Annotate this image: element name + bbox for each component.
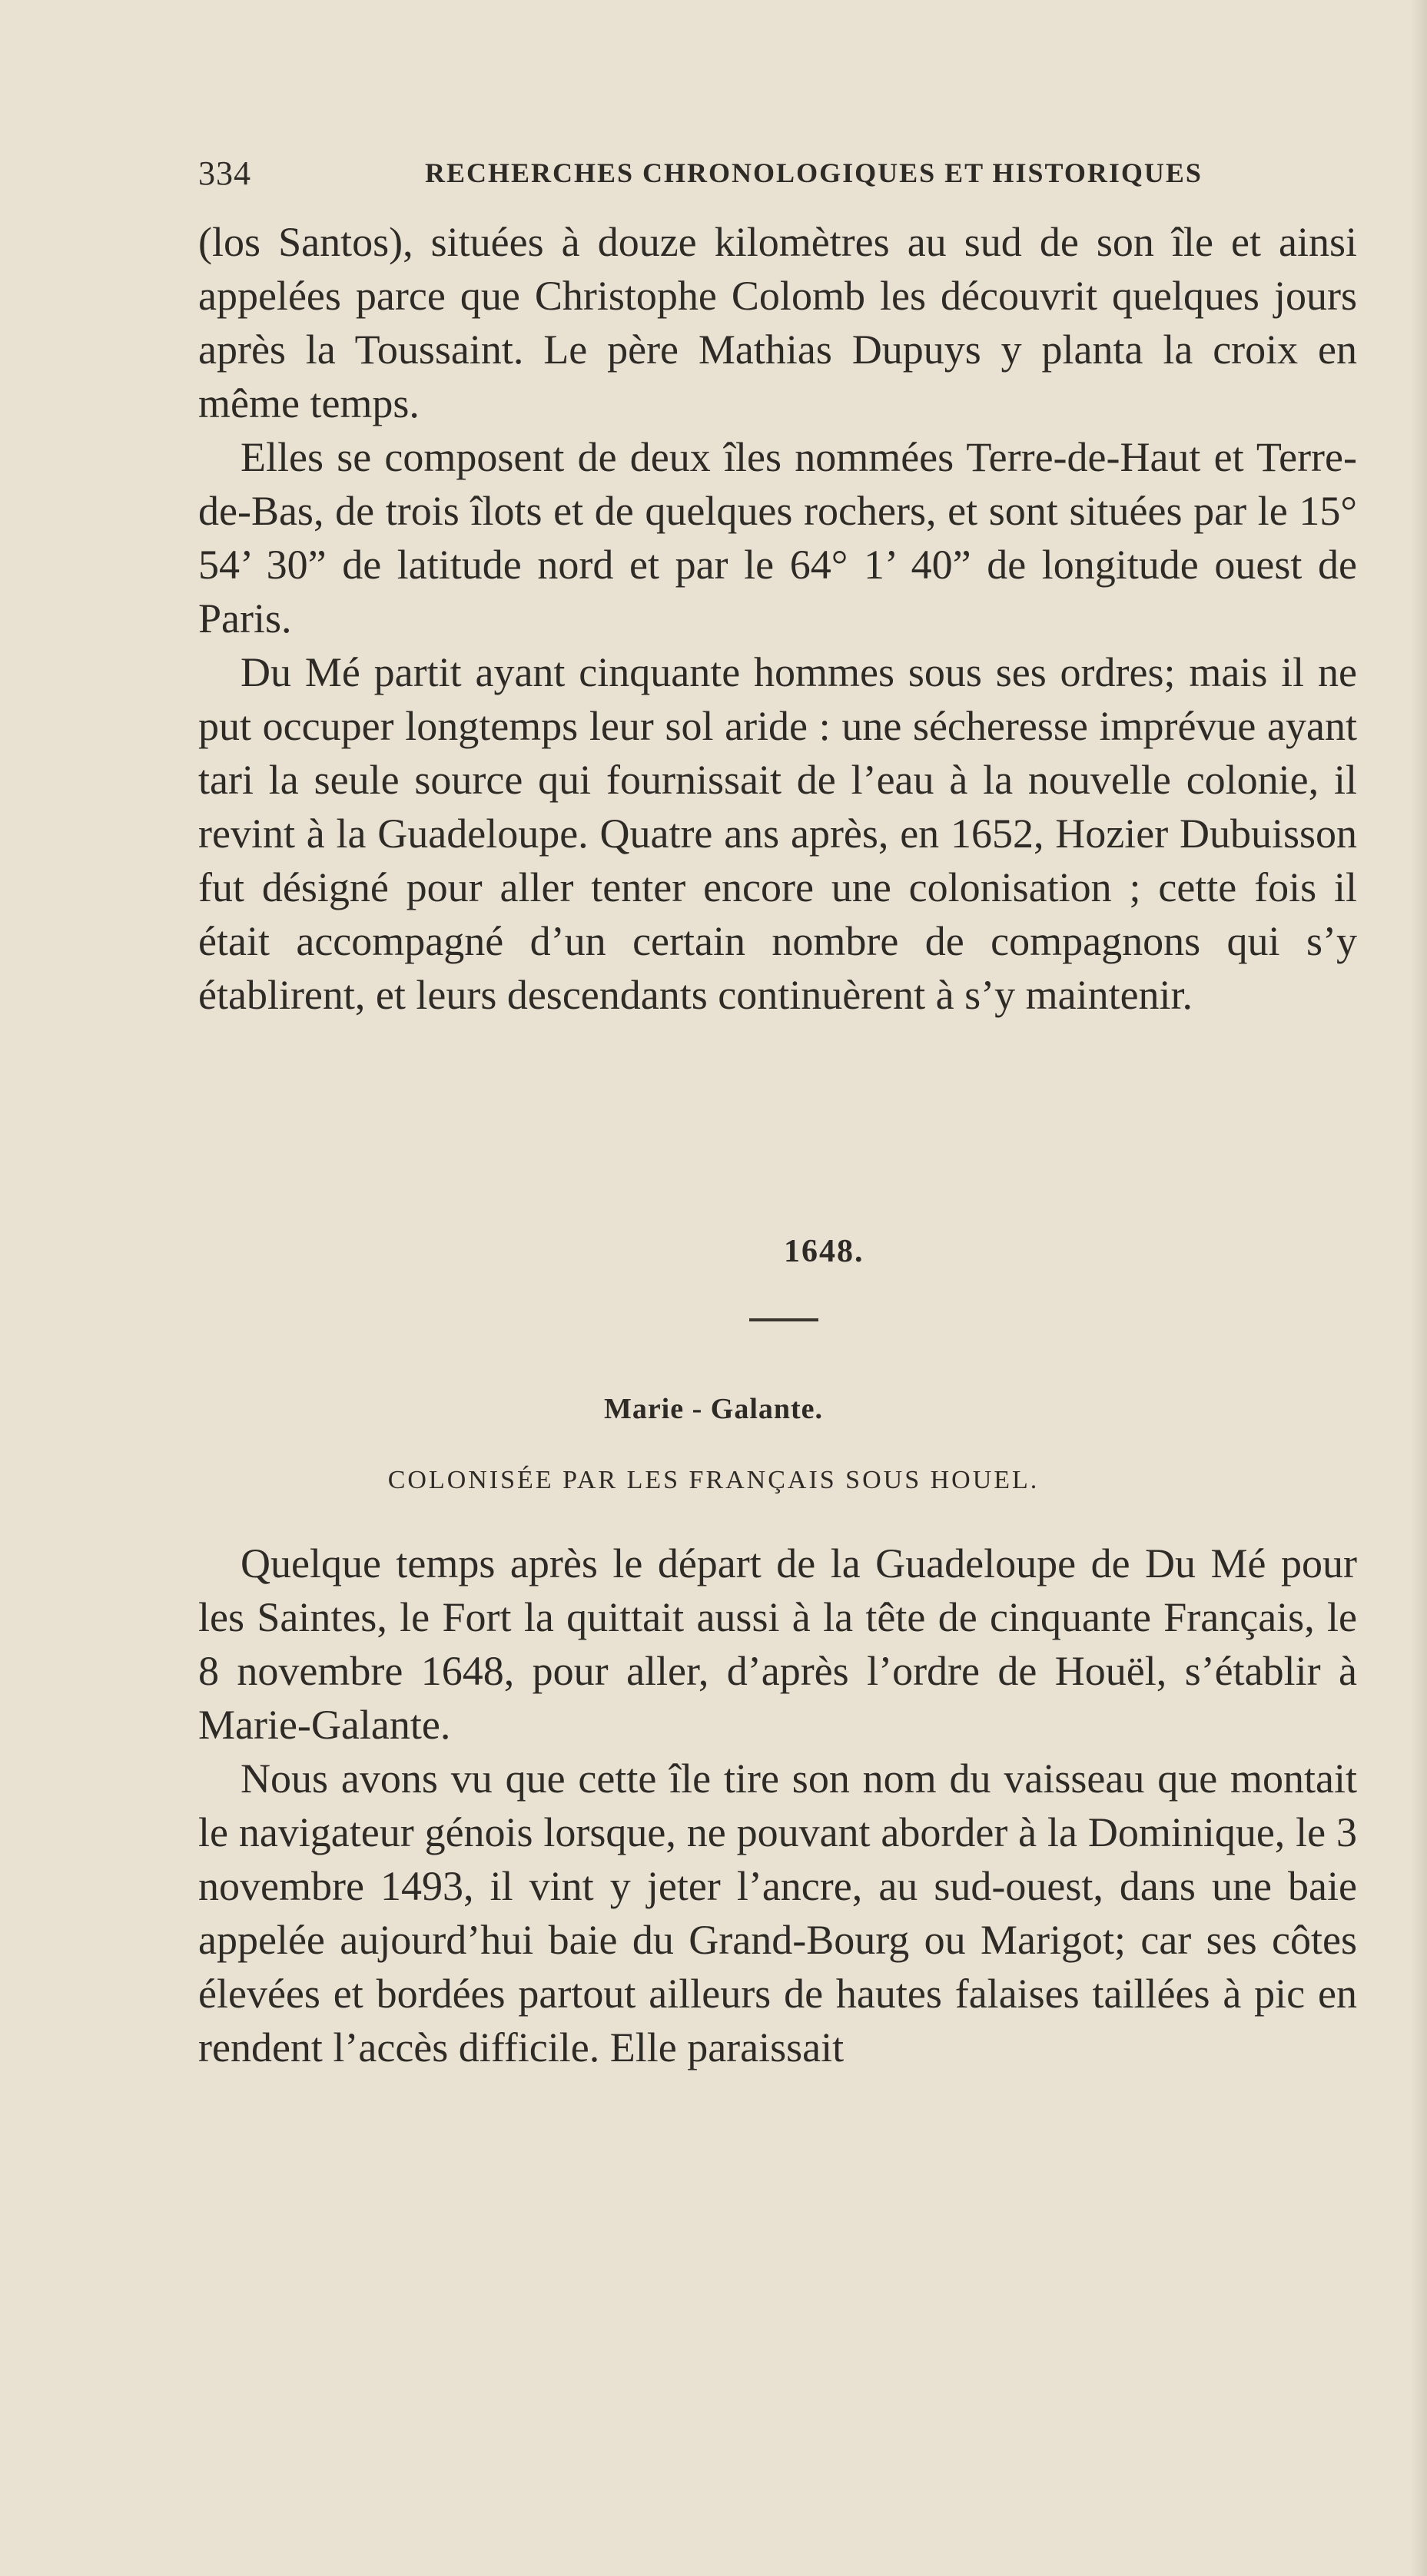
paragraph-du-me: Du Mé partit ayant cinquante hommes sous ses ordres; mais il ne put occuper longtemps leur sol aride : une sécheresse imprévue ayant tari la seule source qui fournissait de l’eau à la nouvelle colonie, il revint à la Guadeloupe. Quatre ans après, en 1652, Hozier Dubuisson fut désigné pour aller tenter encore une colonisation ; cette fois il était accompagné d’un certain nombre de compagnons qui s’y établirent, et leurs descendants continuèrent à s’y maintenir. (198, 649, 1357, 1018)
divider-rule (749, 1318, 818, 1321)
running-header (198, 154, 1205, 200)
text-block-saintes (198, 215, 1357, 1022)
paragraph-le-fort: Quelque temps après le départ de la Guadeloupe de Du Mé pour les Saintes, le Fort la quittait aussi à la tête de cinquante Français, le 8 novembre 1648, pour aller, d’après l’ordre de Houël, s’établir à Marie-Galante. (198, 1540, 1357, 1748)
page-edge-shadow (1410, 0, 1427, 2576)
page-number: 334 (198, 154, 251, 192)
section-subtitle: COLONISÉE PAR LES FRANÇAIS SOUS HOUEL. (387, 1466, 1040, 1494)
running-title: RECHERCHES CHRONOLOGIQUES ET HISTORIQUES (425, 157, 1203, 188)
section-year: 1648. (784, 1234, 864, 1269)
paragraph-continuation: (los Santos), situées à douze kilomètres au sud de son île et ainsi appelées parce que Christophe Colomb les découvrit quelques jours après la Toussaint. Le père Mathias Dupuys y planta la croix en même temps. (198, 219, 1357, 426)
text-block-marie-galante (198, 1537, 1357, 2074)
section-title: Marie - Galante. (603, 1393, 824, 1425)
paragraph-islands: Elles se composent de deux îles nommées Terre-de-Haut et Terre-de-Bas, de trois îlots et de quelques rochers, et sont situées par le 15° 54’ 30” de latitude nord et par le 64° 1’ 40” de longitude ouest de Paris. (198, 434, 1357, 642)
paragraph-island-name: Nous avons vu que cette île tire son nom du vaisseau que montait le navigateur génois lorsque, ne pouvant aborder à la Dominique, le 3 novembre 1493, il vint y jeter l’ancre, au sud-ouest, dans une baie appelée aujourd’hui baie du Grand-Bourg ou Marigot; car ses côtes élevées et bordées partout ailleurs de hautes falaises taillées à pic en rendent l’accès difficile. Elle paraissait (198, 1755, 1357, 2070)
